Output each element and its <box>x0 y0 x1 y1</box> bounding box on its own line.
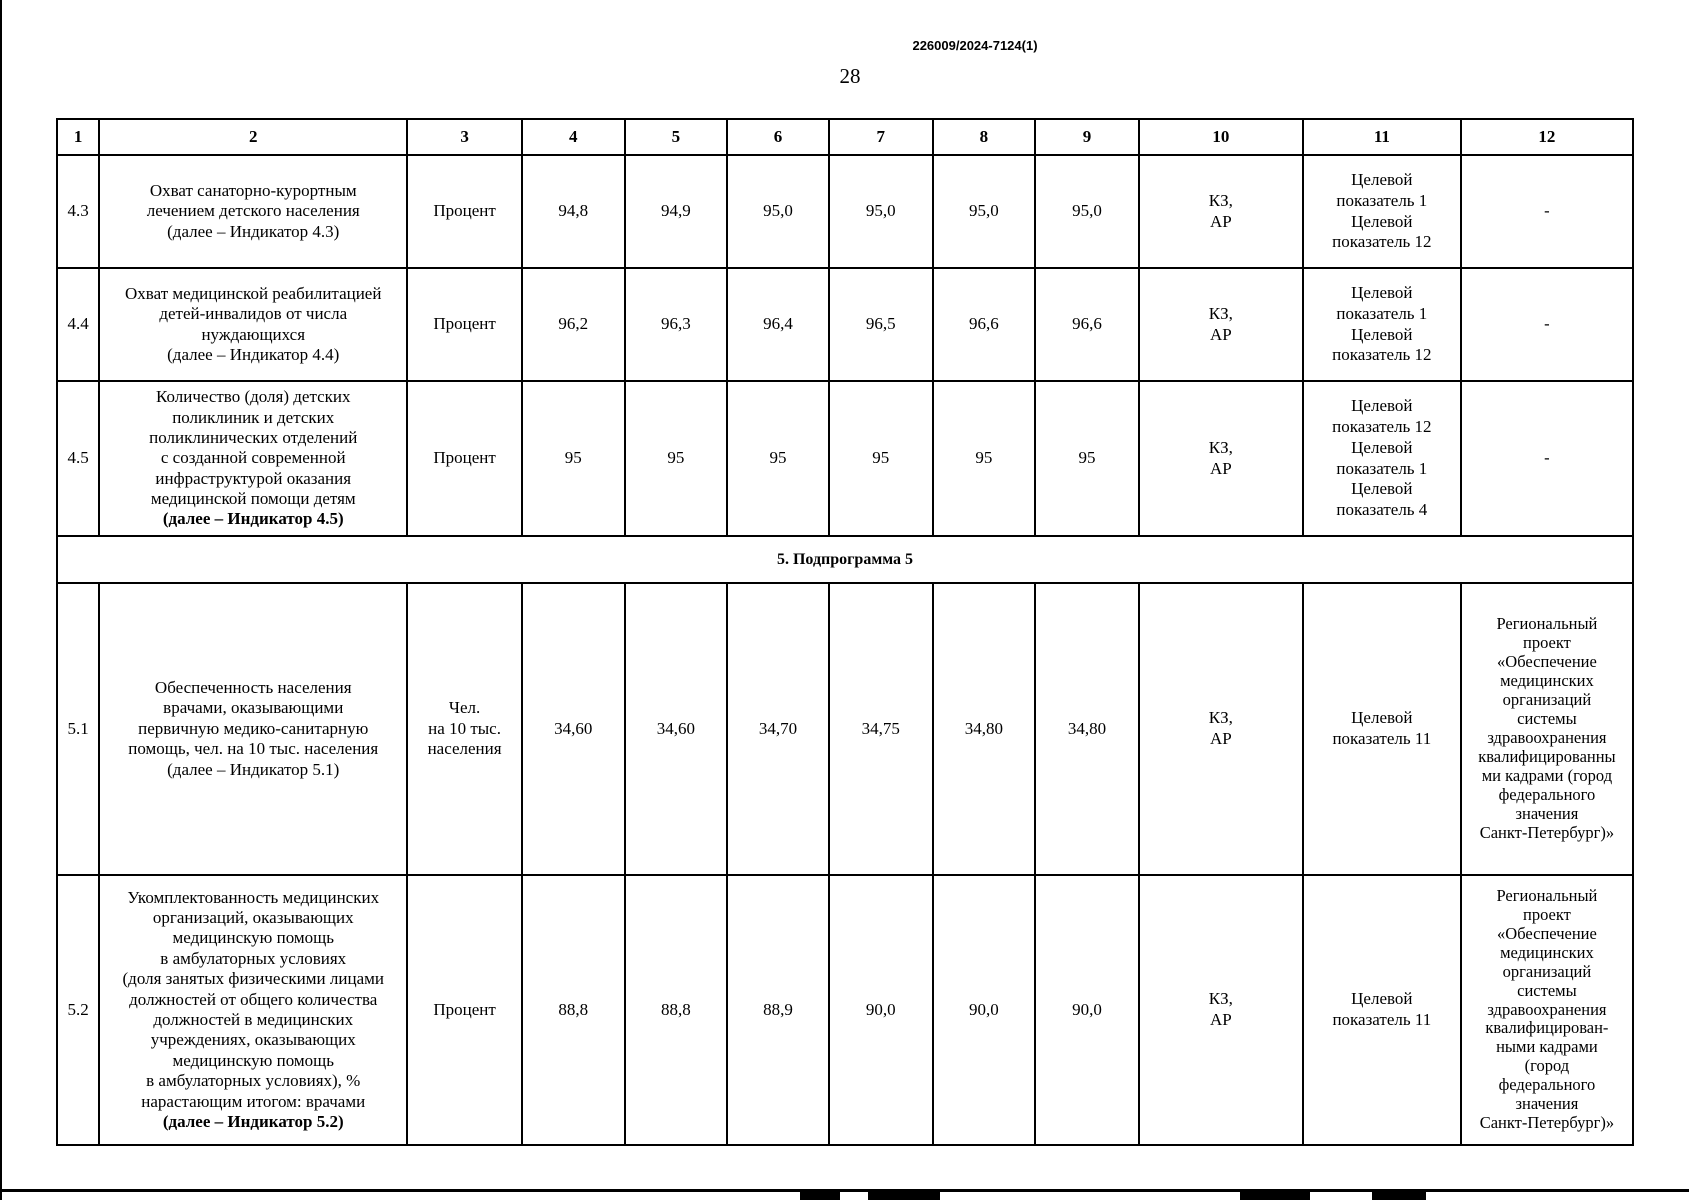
indicator-name-line: (далее – Индикатор 4.5) <box>162 509 344 529</box>
note-cell <box>1461 875 1633 1145</box>
indicator-name-line: Укомплектованность медицинских <box>127 887 380 907</box>
executor-line: АР <box>1209 211 1232 231</box>
subprogram-title: 5. Подпрограмма 5 <box>57 536 1633 583</box>
target-cell <box>1303 875 1461 1145</box>
note-line: медицинских <box>1500 671 1594 691</box>
indicator-name-line: должностей в медицинских <box>153 1010 354 1029</box>
value: 96,2 <box>558 314 589 334</box>
target-line: Целевой <box>1351 170 1413 190</box>
indicator-row <box>57 268 1633 381</box>
note-line: здравоохранения <box>1487 999 1607 1019</box>
executor-cell <box>1139 875 1303 1145</box>
value: 88,9 <box>763 999 793 1019</box>
indicator-name-line: медицинскую помощь <box>172 1050 334 1070</box>
value: 34,60 <box>656 718 696 738</box>
column-number: 7 <box>829 119 933 155</box>
indicator-name-line: медицинской помощи детям <box>150 489 356 509</box>
value-cell <box>625 268 728 381</box>
value: 95 <box>872 448 890 468</box>
note-line: ми кадрами (город <box>1481 765 1613 785</box>
indicator-name-line: (далее – Индикатор 4.3) <box>167 221 340 241</box>
column-number: 4 <box>522 119 625 155</box>
executor-cell <box>1139 268 1303 381</box>
unit-line: Процент <box>433 314 496 334</box>
value-cell <box>1035 583 1139 875</box>
note-line: проект <box>1522 633 1571 653</box>
value-cell <box>727 875 829 1145</box>
column-number: 6 <box>727 119 829 155</box>
value-cell <box>1035 155 1139 268</box>
indicator-name-line: детей-инвалидов от числа <box>159 304 348 324</box>
indicator-name <box>99 155 407 268</box>
value: 88,8 <box>558 999 589 1019</box>
target-line: показатель 11 <box>1332 1010 1432 1029</box>
target-line: Целевой <box>1351 396 1413 416</box>
value: 94,8 <box>558 201 589 221</box>
indicator-name-line: поликлинических отделений <box>149 427 358 447</box>
value: 95,0 <box>1072 201 1102 221</box>
value: 88,8 <box>661 999 691 1019</box>
note-line: квалифицированны <box>1478 746 1616 766</box>
value-cell <box>933 155 1036 268</box>
value: 96,5 <box>865 314 896 334</box>
value-cell <box>933 268 1036 381</box>
indicator-name-line: в амбулаторных условиях), % <box>146 1071 361 1091</box>
indicator-name-line: учреждениях, оказывающих <box>150 1030 356 1050</box>
note-line: ными кадрами <box>1496 1037 1598 1057</box>
target-line: Целевой <box>1351 989 1413 1009</box>
note-line: системы <box>1517 980 1577 1000</box>
value-cell <box>829 381 933 536</box>
indicator-code-text: 4.3 <box>67 201 89 221</box>
note-line: - <box>1544 314 1550 334</box>
scan-bottom-rule <box>0 1189 1689 1192</box>
unit-line: населения <box>427 739 502 759</box>
value-cell <box>625 875 728 1145</box>
unit-cell <box>407 268 522 381</box>
target-line: Целевой <box>1351 283 1413 303</box>
note-cell <box>1461 583 1633 875</box>
target-line: Целевой <box>1351 324 1413 344</box>
value: 34,70 <box>758 718 798 738</box>
value: 95 <box>667 448 685 468</box>
column-number: 11 <box>1303 119 1461 155</box>
value-cell <box>625 381 728 536</box>
indicator-name-line: врачами, оказывающими <box>163 698 344 718</box>
executor-cell <box>1139 583 1303 875</box>
executor-line: АР <box>1209 1010 1232 1029</box>
executor-cell <box>1139 381 1303 536</box>
indicator-name-line: Обеспеченность населения <box>154 678 352 698</box>
note-line: «Обеспечение <box>1497 923 1597 943</box>
value: 96,6 <box>968 314 999 334</box>
indicator-name-line: инфраструктурой оказания <box>155 468 352 488</box>
indicator-row <box>57 155 1633 268</box>
executor-line: КЗ, <box>1208 989 1233 1009</box>
unit-line: на 10 тыс. <box>428 718 501 738</box>
executor-line: КЗ, <box>1208 437 1233 457</box>
executor-line: АР <box>1209 324 1232 344</box>
target-line: показатель 11 <box>1332 729 1432 748</box>
column-number: 8 <box>933 119 1036 155</box>
value-cell <box>829 875 933 1145</box>
value: 90,0 <box>865 999 896 1019</box>
indicator-name-line: Количество (доля) детских <box>155 387 351 407</box>
target-line: Целевой <box>1351 708 1413 728</box>
value: 95 <box>769 448 787 468</box>
note-line: - <box>1544 448 1550 468</box>
indicator-code-text: 5.2 <box>67 999 89 1019</box>
value-cell <box>522 381 625 536</box>
indicator-name-line: организаций, оказывающих <box>152 908 354 928</box>
indicator-code <box>57 875 99 1145</box>
target-cell <box>1303 155 1461 268</box>
value-cell <box>625 155 728 268</box>
indicator-name-line: медицинскую помощь <box>172 928 334 948</box>
value: 34,80 <box>1067 718 1107 738</box>
executor-line: КЗ, <box>1208 303 1233 323</box>
indicator-name <box>99 875 407 1145</box>
value-cell <box>933 875 1036 1145</box>
note-line: проект <box>1522 904 1571 924</box>
value: 94,9 <box>661 201 691 221</box>
scan-bottom-mark <box>868 1192 940 1200</box>
executor-line: КЗ, <box>1208 190 1233 210</box>
value-cell <box>1035 268 1139 381</box>
indicator-name <box>99 381 407 536</box>
indicator-name-line: нарастающим итогом: врачами <box>141 1091 366 1111</box>
note-line: Санкт-Петербург)» <box>1479 1113 1615 1133</box>
indicator-name-line: поликлиник и детских <box>172 407 335 427</box>
target-line: Целевой <box>1351 479 1413 499</box>
indicator-row <box>57 381 1633 536</box>
value: 95,0 <box>865 201 896 221</box>
column-number: 3 <box>407 119 522 155</box>
value-cell <box>1035 875 1139 1145</box>
value: 34,80 <box>964 718 1003 738</box>
value: 95 <box>564 448 582 468</box>
indicator-name-line: должностей от общего количества <box>129 989 378 1009</box>
note-line: значения <box>1515 803 1579 823</box>
value-cell <box>829 155 933 268</box>
unit-line: Чел. <box>448 697 481 717</box>
unit-cell <box>407 381 522 536</box>
unit-line: Процент <box>433 201 496 221</box>
value-cell <box>1035 381 1139 536</box>
subprogram-section-row <box>57 536 1633 583</box>
value-cell <box>829 583 933 875</box>
indicator-code <box>57 155 99 268</box>
note-line: (город <box>1524 1056 1570 1076</box>
target-line: показатель 12 <box>1332 345 1432 365</box>
value: 90,0 <box>968 999 999 1019</box>
indicator-row <box>57 875 1633 1145</box>
value-cell <box>522 583 625 875</box>
value: 34,75 <box>861 718 900 738</box>
indicator-name-line: (далее – Индикатор 5.2) <box>162 1111 344 1131</box>
target-line: показатель 12 <box>1332 232 1432 252</box>
note-line: Санкт-Петербург)» <box>1479 822 1615 842</box>
document-number: 226009/2024-7124(1) <box>912 38 1038 53</box>
target-line: показатель 1 <box>1336 458 1428 478</box>
unit-cell <box>407 583 522 875</box>
column-number: 9 <box>1035 119 1139 155</box>
value-cell <box>727 155 829 268</box>
value: 90,0 <box>1072 999 1102 1019</box>
value: 95,0 <box>968 201 999 221</box>
executor-cell <box>1139 155 1303 268</box>
indicator-name <box>99 583 407 875</box>
note-line: федерального <box>1498 1075 1596 1095</box>
note-line: значения <box>1515 1094 1579 1114</box>
note-line: - <box>1544 201 1550 221</box>
note-line: квалифицирован- <box>1485 1018 1609 1038</box>
unit-cell <box>407 875 522 1145</box>
note-line: Региональный <box>1496 614 1598 634</box>
target-cell <box>1303 583 1461 875</box>
scan-left-edge <box>0 0 2 1200</box>
target-line: показатель 12 <box>1332 417 1432 437</box>
indicator-code-text: 5.1 <box>67 718 89 738</box>
target-line: Целевой <box>1351 437 1413 457</box>
indicator-name-line: Охват санаторно-курортным <box>149 180 357 200</box>
indicators-table <box>56 118 1634 1146</box>
column-number: 1 <box>57 119 99 155</box>
note-line: Региональный <box>1496 885 1598 905</box>
value: 34,60 <box>554 718 593 738</box>
note-line: организаций <box>1502 961 1592 981</box>
indicator-name-line: в амбулаторных условиях <box>160 948 347 968</box>
indicator-code <box>57 583 99 875</box>
value-cell <box>522 875 625 1145</box>
indicator-name-line: нуждающихся <box>201 324 306 344</box>
scan-bottom-mark <box>1240 1192 1310 1200</box>
target-cell <box>1303 381 1461 536</box>
indicator-name-line: Охват медицинской реабилитацией <box>125 283 382 303</box>
column-number: 2 <box>99 119 407 155</box>
value: 95 <box>975 448 993 468</box>
value-cell <box>829 268 933 381</box>
value: 95,0 <box>763 201 793 221</box>
indicator-name <box>99 268 407 381</box>
indicator-row <box>57 583 1633 875</box>
note-cell <box>1461 155 1633 268</box>
unit-cell <box>407 155 522 268</box>
note-line: медицинских <box>1500 942 1594 962</box>
target-line: Целевой <box>1351 211 1413 231</box>
indicator-name-line: (доля занятых физическими лицами <box>122 969 384 989</box>
target-cell <box>1303 268 1461 381</box>
note-cell <box>1461 381 1633 536</box>
value-cell <box>625 583 728 875</box>
scan-bottom-mark <box>1372 1192 1426 1200</box>
value-cell <box>522 268 625 381</box>
column-number: 10 <box>1139 119 1303 155</box>
executor-line: АР <box>1209 458 1232 478</box>
indicator-name-line: (далее – Индикатор 4.4) <box>167 344 340 364</box>
value-cell <box>933 583 1036 875</box>
unit-line: Процент <box>433 999 496 1019</box>
indicator-name-line: первичную медико-санитарную <box>138 718 369 738</box>
value-cell <box>727 583 829 875</box>
value: 96,4 <box>763 314 793 334</box>
value: 96,3 <box>661 314 691 334</box>
note-line: системы <box>1517 709 1577 729</box>
unit-line: Процент <box>433 448 496 468</box>
indicator-code-text: 4.5 <box>67 448 89 468</box>
value-cell <box>727 381 829 536</box>
note-line: здравоохранения <box>1487 728 1607 747</box>
scan-bottom-mark <box>800 1192 840 1200</box>
page-number: 28 <box>839 64 861 88</box>
note-line: организаций <box>1502 690 1592 710</box>
executor-line: КЗ, <box>1208 708 1233 728</box>
column-number: 5 <box>625 119 728 155</box>
note-cell <box>1461 268 1633 381</box>
note-line: «Обеспечение <box>1497 652 1597 672</box>
value-cell <box>727 268 829 381</box>
indicator-code <box>57 268 99 381</box>
executor-line: АР <box>1209 729 1232 748</box>
value-cell <box>522 155 625 268</box>
column-number: 12 <box>1461 119 1633 155</box>
value: 95 <box>1078 448 1096 468</box>
indicator-name-line: лечением детского населения <box>146 201 360 221</box>
note-line: федерального <box>1498 784 1596 804</box>
value: 96,6 <box>1072 314 1102 334</box>
indicator-name-line: с созданной современной <box>160 448 346 468</box>
indicator-code <box>57 381 99 536</box>
indicator-name-line: (далее – Индикатор 5.1) <box>167 759 340 779</box>
target-line: показатель 4 <box>1336 499 1428 519</box>
target-line: показатель 1 <box>1336 190 1428 210</box>
indicator-code-text: 4.4 <box>67 314 89 334</box>
target-line: показатель 1 <box>1336 303 1428 323</box>
indicator-name-line: помощь, чел. на 10 тыс. населения <box>128 739 379 759</box>
column-number-row <box>57 119 1633 155</box>
value-cell <box>933 381 1036 536</box>
